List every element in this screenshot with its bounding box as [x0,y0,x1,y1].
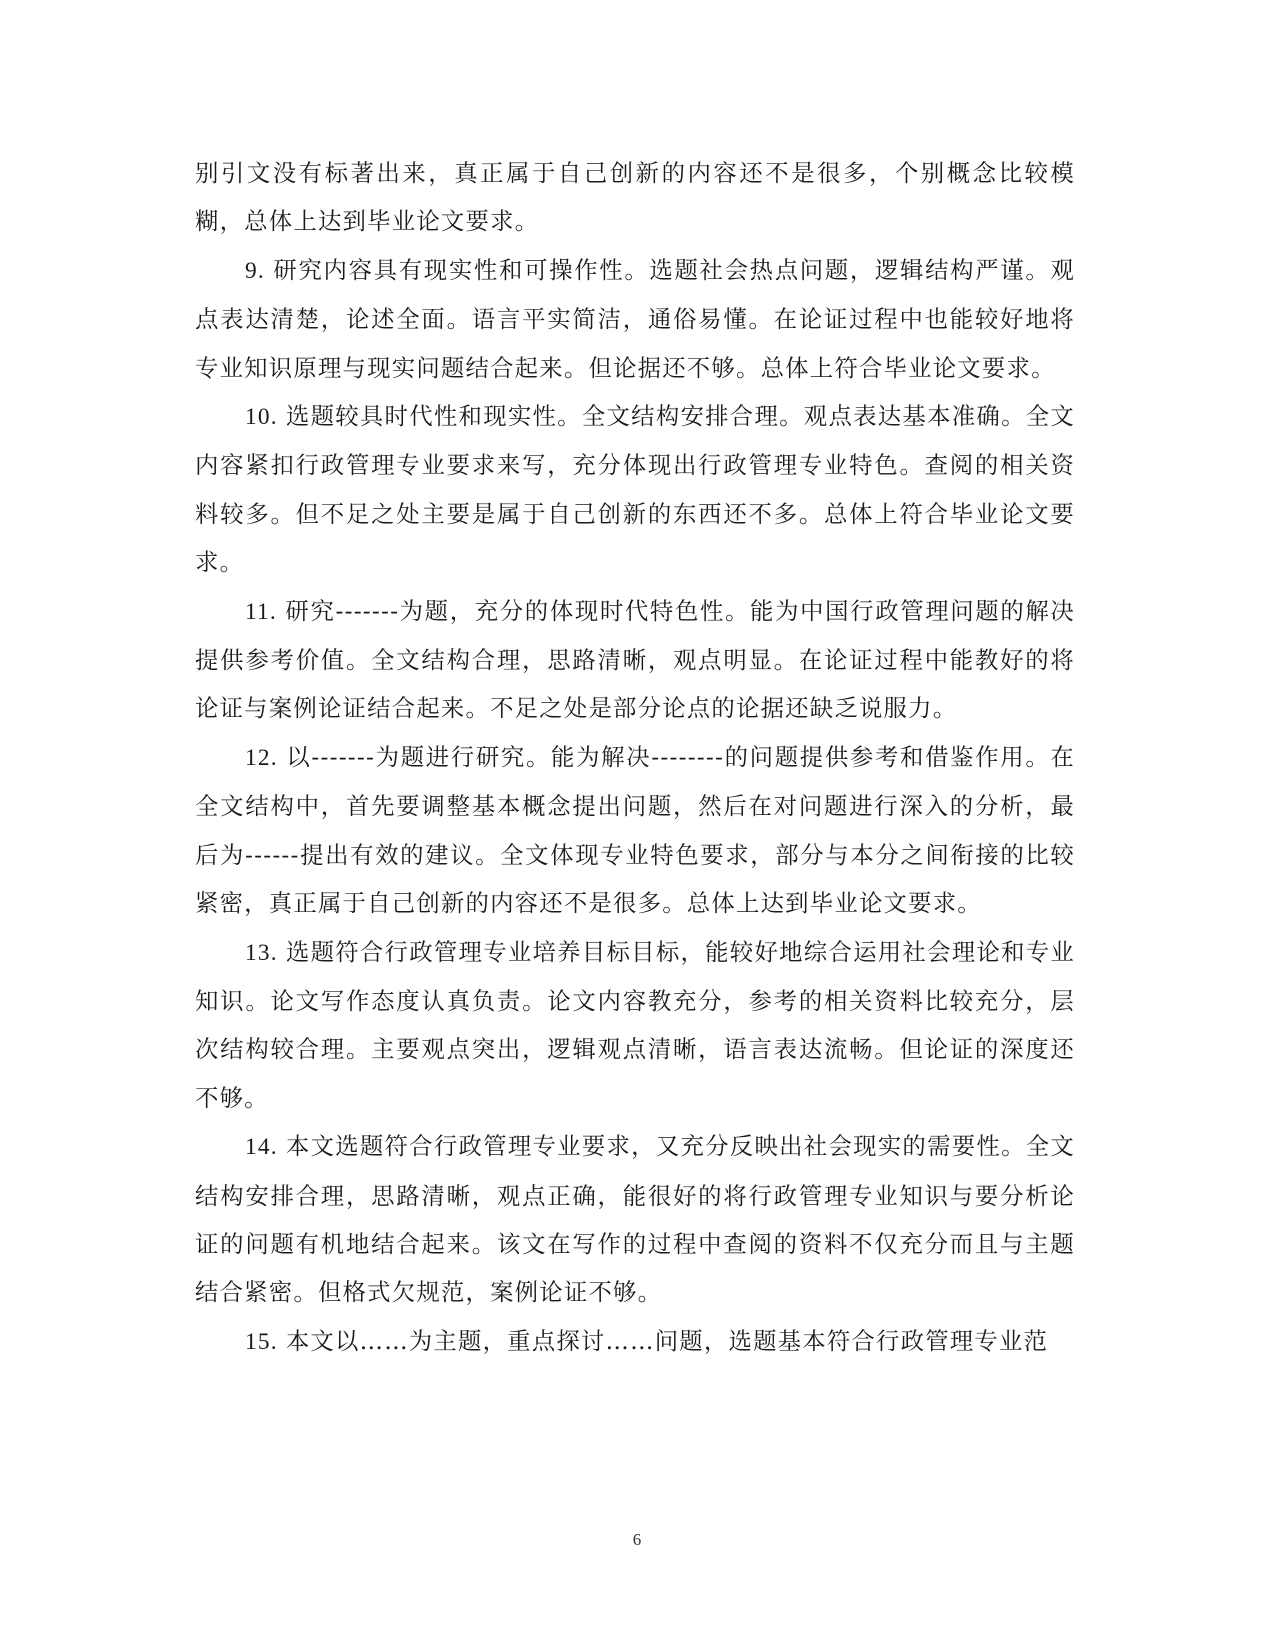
paragraph-text: 别引文没有标著出来，真正属于自己创新的内容还不是很多，个别概念比较模糊，总体上达到毕业论文要求。 [195,159,1075,236]
paragraph-text: 选题较具时代性和现实性。全文结构安排合理。观点表达基本准确。全文内容紧扣行政管理专业要求来写，充分体现出行政管理专业特色。查阅的相关资料较多。但不足之处主要是属于自己创新的东西还不多。总体上符合毕业论文要求。 [195,402,1075,577]
page-number: 6 [632,1530,642,1549]
paragraph-13 [195,928,1075,1123]
paragraph-15 [195,1317,1075,1366]
paragraph-number: 13. [245,939,278,966]
paragraph-text: 以-------为题进行研究。能为解决--------的问题提供参考和借鉴作用。在全文结构中，首先要调整基本概念提出问题，然后在对问题进行深入的分析，最后为------提出有效的建议。全文体现专业特色要求，部分与本分之间衔接的比较紧密，真正属于自己创新的内容还不是很多。总体上达到毕业论文要求。 [195,742,1075,918]
paragraph-text: 研究内容具有现实性和可操作性。选题社会热点问题，逻辑结构严谨。观点表达清楚，论述全面。语言平实简洁，通俗易懂。在论证过程中也能较好地将专业知识原理与现实问题结合起来。但论据还不够。总体上符合毕业论文要求。 [195,255,1075,382]
paragraph-number: 9. [245,257,265,284]
paragraph-number: 11. [245,598,277,625]
paragraph-11 [195,587,1075,733]
paragraph-number: 10. [245,404,278,431]
paragraph-number: 14. [245,1134,278,1161]
paragraph-text: 本文以……为主题，重点探讨……问题，选题基本符合行政管理专业范 [285,1326,1049,1355]
paragraph-text: 研究-------为题，充分的体现时代特色性。能为中国行政管理问题的解决提供参考价值。全文结构合理，思路清晰，观点明显。在论证过程中能教好的将论证与案例论证结合起来。不足之处是部分论点的论据还缺乏说服力。 [195,596,1075,723]
paragraph-9 [195,246,1075,392]
paragraph-12 [195,733,1075,928]
paragraph-number: 12. [245,744,278,771]
paragraph-continued [195,149,1075,246]
document-body [195,149,1075,1366]
paragraph-14 [195,1122,1075,1317]
paragraph-number: 15. [245,1328,278,1355]
paragraph-10 [195,392,1075,587]
paragraph-text: 选题符合行政管理专业培养目标目标，能较好地综合运用社会理论和专业知识。论文写作态度认真负责。论文内容教充分，参考的相关资料比较充分，层次结构较合理。主要观点突出，逻辑观点清晰，语言表达流畅。但论证的深度还不够。 [195,937,1075,1112]
paragraph-text: 本文选题符合行政管理专业要求，又充分反映出社会现实的需要性。全文结构安排合理，思路清晰，观点正确，能很好的将行政管理专业知识与要分析论证的问题有机地结合起来。该文在写作的过程中查阅的资料不仅充分而且与主题结合紧密。但格式欠规范，案例论证不够。 [195,1132,1075,1307]
